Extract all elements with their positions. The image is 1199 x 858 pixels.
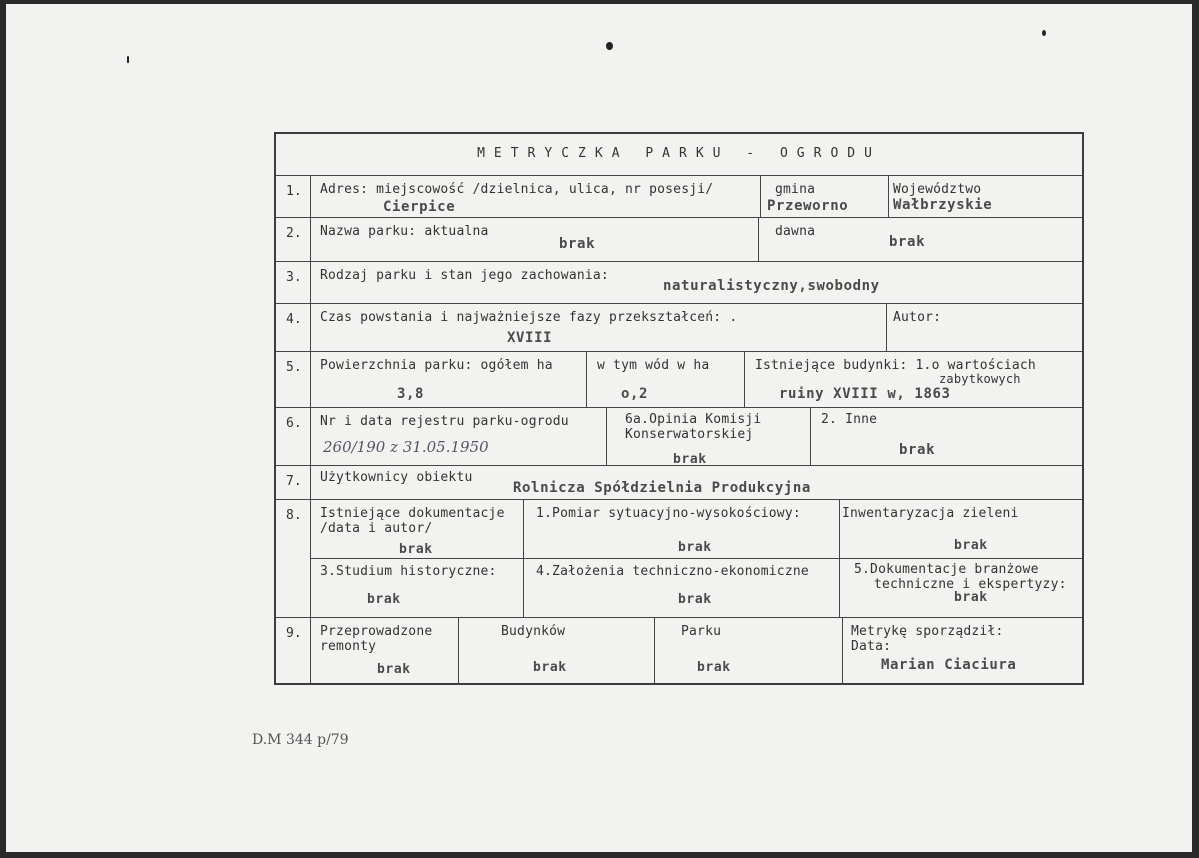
former-name-cell	[758, 218, 1082, 261]
park-name-label: Nazwa parku: aktualna	[320, 224, 489, 239]
ink-spot	[127, 56, 129, 63]
row-area	[276, 352, 1082, 408]
greenery-label: Inwentaryzacja zieleni	[842, 506, 1019, 521]
doc-right-col	[839, 500, 1082, 617]
water-area-value: o,2	[621, 386, 649, 402]
row-number: 9.	[286, 626, 302, 641]
register-label: Nr i data rejestru parku-ogrodu	[320, 414, 569, 429]
area-cell	[310, 352, 586, 407]
assumptions-value: brak	[678, 592, 712, 607]
doc-existing-label-2: /data i autor/	[320, 521, 433, 536]
survey-label: 1.Pomiar sytuacyjno-wysokościowy:	[536, 506, 801, 521]
origin-cell	[310, 304, 886, 351]
origin-value: XVIII	[507, 330, 553, 346]
address-cell	[310, 176, 760, 217]
row-address	[276, 176, 1082, 218]
renovations-park-value: brak	[697, 660, 731, 675]
gmina-value: Przeworno	[767, 198, 849, 214]
row-number: 7.	[286, 474, 302, 489]
gmina-cell	[760, 176, 888, 217]
park-name-value: brak	[559, 236, 596, 252]
address-label: Adres: miejscowość /dzielnica, ulica, nr posesji/	[320, 182, 714, 197]
renovations-park-label: Parku	[681, 624, 722, 639]
row-park-name	[276, 218, 1082, 262]
opinion-label-2: Konserwatorskiej	[625, 427, 754, 442]
former-name-value: brak	[889, 234, 926, 250]
park-type-label: Rodzaj parku i stan jego zachowania:	[320, 268, 609, 283]
author-cell	[886, 304, 1082, 351]
row-origin	[276, 304, 1082, 352]
buildings-cell	[744, 352, 1082, 407]
row-register	[276, 408, 1082, 466]
origin-label: Czas powstania i najważniejsze fazy przekształceń: .	[320, 310, 738, 325]
row-number: 8.	[286, 508, 302, 523]
ink-spot	[606, 42, 613, 50]
branch-docs-value: brak	[954, 590, 988, 605]
other-label: 2. Inne	[821, 412, 878, 427]
users-label: Użytkownicy obiektu	[320, 470, 473, 485]
users-value: Rolnicza Spółdzielnia Produkcyjna	[513, 480, 811, 496]
history-label: 3.Studium historyczne:	[320, 564, 497, 579]
renovations-cell	[310, 618, 458, 683]
area-value: 3,8	[397, 386, 425, 402]
doc-history-cell	[311, 558, 523, 617]
prepared-by-cell	[842, 618, 1082, 683]
renovations-buildings-label: Budynków	[501, 624, 566, 639]
assumptions-label: 4.Założenia techniczno-ekonomiczne	[536, 564, 809, 579]
users-cell	[310, 466, 1082, 499]
row-users	[276, 466, 1082, 500]
buildings-label-2: zabytkowych	[939, 372, 1021, 386]
doc-existing-cell	[311, 500, 523, 558]
form-title: METRYCZKA PARKU - OGRODU	[477, 146, 881, 161]
ink-spot	[1042, 30, 1046, 36]
former-name-label: dawna	[775, 224, 816, 239]
water-area-label: w tym wód w ha	[597, 358, 710, 373]
area-label: Powierzchnia parku: ogółem ha	[320, 358, 553, 373]
date-label: Data:	[851, 639, 892, 654]
wojewodztwo-cell	[888, 176, 1082, 217]
doc-middle-col	[523, 500, 840, 617]
buildings-label: Istniejące budynki: 1.o wartościach	[755, 358, 1036, 373]
archive-handwritten-note: D.M 344 p/79	[252, 732, 349, 748]
renovations-label-2: remonty	[320, 639, 377, 654]
other-cell	[810, 408, 1082, 465]
register-value: 260/190 z 31.05.1950	[323, 438, 489, 456]
buildings-value: ruiny XVIII w, 1863	[779, 386, 951, 402]
branch-docs-label: 5.Dokumentacje branżowe	[854, 562, 1039, 577]
branch-docs-label-2: techniczne i ekspertyzy:	[874, 577, 1067, 592]
doc-existing-value: brak	[399, 542, 433, 557]
row-renovations	[276, 618, 1082, 683]
wojewodztwo-value: Wałbrzyskie	[893, 197, 993, 213]
gmina-label: gmina	[775, 182, 816, 197]
row-number: 6.	[286, 416, 302, 431]
other-value: brak	[899, 442, 936, 458]
row-park-type	[276, 262, 1082, 304]
document-page	[6, 4, 1192, 852]
history-value: brak	[367, 592, 401, 607]
renovations-value: brak	[377, 662, 411, 677]
park-type-value: naturalistyczny,swobodny	[663, 278, 880, 294]
address-value: Cierpice	[383, 199, 456, 215]
park-record-form	[274, 132, 1084, 685]
row-number: 2.	[286, 226, 302, 241]
renovations-buildings-value: brak	[533, 660, 567, 675]
doc-existing-label: Istniejące dokumentacje	[320, 506, 505, 521]
prepared-by-value: Marian Ciaciura	[881, 657, 1017, 673]
renovations-label: Przeprowadzone	[320, 624, 433, 639]
park-name-cell	[310, 218, 758, 261]
prepared-by-label: Metrykę sporządził:	[851, 624, 1004, 639]
row-number: 5.	[286, 360, 302, 375]
row-number: 3.	[286, 270, 302, 285]
row-documentation	[276, 500, 1082, 618]
park-type-cell	[310, 262, 1082, 303]
wojewodztwo-label: Województwo	[893, 182, 982, 197]
renovations-buildings-cell	[458, 618, 654, 683]
opinion-value: brak	[673, 452, 707, 467]
register-cell	[310, 408, 606, 465]
author-label: Autor:	[893, 310, 942, 325]
row-number: 1.	[286, 184, 302, 199]
opinion-label: 6a.Opinia Komisji	[625, 412, 762, 427]
form-title-row	[276, 134, 1082, 176]
renovations-park-cell	[654, 618, 842, 683]
opinion-cell	[606, 408, 810, 465]
documentation-grid	[310, 500, 1082, 617]
greenery-value: brak	[954, 538, 988, 553]
row-number: 4.	[286, 312, 302, 327]
survey-value: brak	[678, 540, 712, 555]
water-area-cell	[586, 352, 744, 407]
